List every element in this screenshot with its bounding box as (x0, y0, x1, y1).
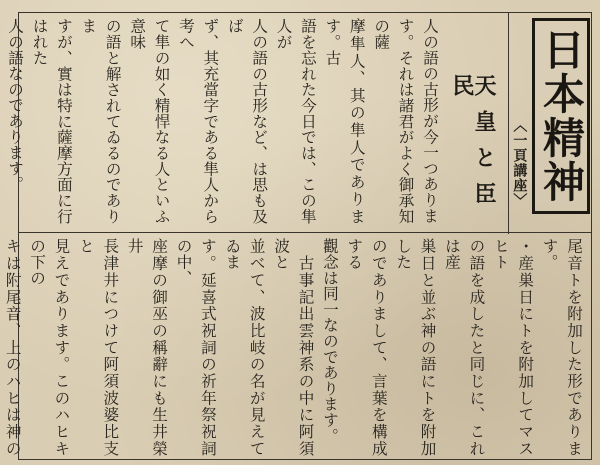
page-title: 日本精神 (537, 28, 586, 204)
horizontal-divider (18, 232, 592, 233)
article-body-top: 人の語の古形が今一つありま す。それは諸君がよく御承知の薩 摩隼人、其の隼人であります。古 語を忘れた今日では、この隼人が 人の語の古形など、は思も及ば ず、其充當字である隼人から考へ て隼の如く精悍なる人といふ意味 の語と解されてゐるのでありま すが、實は特に薩摩方面に行はれた 人の語なのであります。 (6, 18, 439, 224)
lecture-label: 〈一頁講座〉 (511, 118, 528, 208)
article-body-bottom: 尾音トを附加した形であります。 ・産巣日にトを附加してマスヒト の語を成したと同じに、これは産 巣日と並ぶ神の語にトを附加した のでありまして、言葉を構成する 觀念は同一なのであります。 古事記出雲神系の中に阿須波と 並べて、波比岐の名が見えてゐま す。延喜式祝詞の祈年祭祝詞の中、 座摩の御巫の稱辭にも生井榮井 長津井につけて阿須波婆比支と 見えであります。このハヒキの下の キは附尾音、上のハヒは神の (3, 238, 583, 456)
title-box (532, 18, 590, 214)
article-subtitle-box (449, 74, 497, 224)
article-subtitle: 天皇と臣民 (449, 74, 497, 218)
lecture-label-box (508, 118, 530, 218)
